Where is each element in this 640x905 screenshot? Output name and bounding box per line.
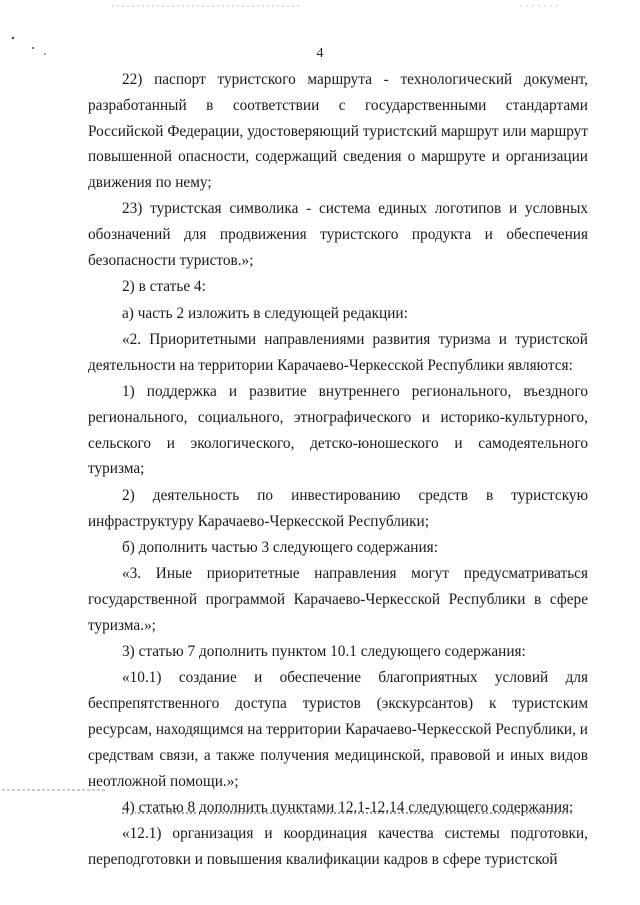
paragraph-article-8: 4) статью 8 дополнить пунктами 12.1-12.14 следующего содержания: bbox=[122, 798, 574, 816]
paragraph-article-4: 2) в статье 4: bbox=[122, 278, 206, 296]
paragraph-priorities: «2. Приоритетными направлениями развития туризма и туристской деятельности на территории Карачаево-Черкесской Республики являются: bbox=[88, 330, 588, 374]
page-number: 4 bbox=[316, 46, 324, 61]
paragraph-priority-1: 1) поддержка и развитие внутреннего регионального, въездного регионального, социального, этнографического и историко-культурного, сельского и экологического, детско-юношеского и самодеятельного туризма; bbox=[88, 383, 588, 478]
paragraph-part-2: а) часть 2 изложить в следующей редакции: bbox=[122, 304, 408, 322]
paragraph-23: 23) туристская символика - система единых логотипов и условных обозначений для продвижения туристского продукта и обеспечения безопасности туристов.»; bbox=[88, 200, 588, 270]
paragraph-10-1: «10.1) создание и обеспечение благоприятных условий для беспрепятственного доступа туристов (экскурсантов) к туристским ресурсам, находящимся на территории Карачаево-Черкесской Республики, и средствам связи, а также получения медицинской, правовой и иных видов неотложной помощи.»; bbox=[88, 669, 588, 790]
paragraph-12-1: «12.1) организация и координация качества системы подготовки, переподготовки и повышения квалификации кадров в сфере туристской bbox=[88, 825, 588, 868]
paragraph-priority-2: 2) деятельность по инвестированию средств в туристскую инфраструктуру Карачаево-Черкесской Республики; bbox=[88, 486, 588, 530]
paragraph-part-3: «3. Иные приоритетные направления могут предусматриваться государственной программой Карачаево-Черкесской Республики в сфере туризма.»; bbox=[88, 565, 588, 634]
document-body bbox=[88, 67, 588, 873]
paragraph-22: 22) паспорт туристского маршрута - технологический документ, разработанный в соответствии с государственными стандартами Российской Федерации, удостоверяющий туристский маршрут или маршрут повышенной опасности, содержащий сведения о маршруте и организации движения по нему; bbox=[88, 71, 588, 192]
paragraph-article-7: 3) статью 7 дополнить пунктом 10.1 следующего содержания: bbox=[122, 643, 526, 661]
paragraph-part-3-intro: б) дополнить частью 3 следующего содержания: bbox=[122, 538, 438, 556]
